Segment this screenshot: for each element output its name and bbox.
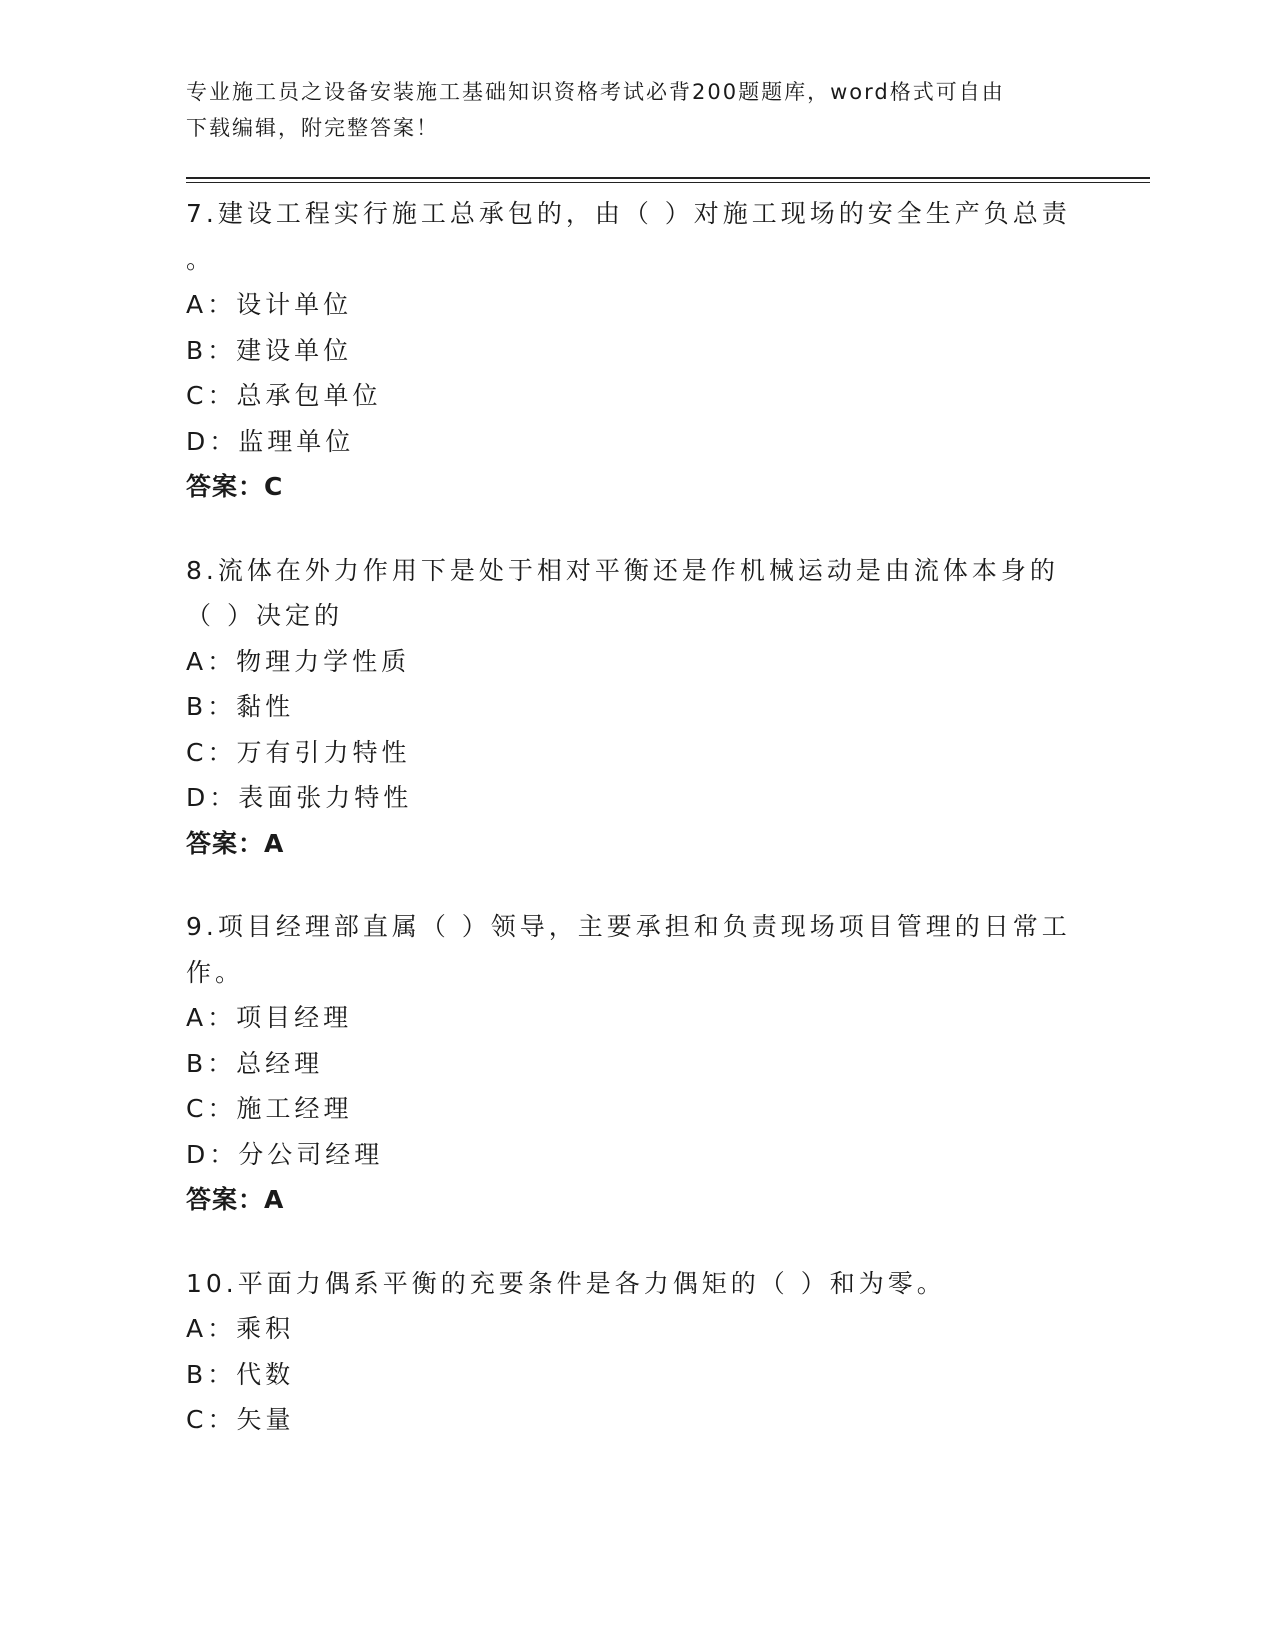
question-stem: 9.项目经理部直属（ ）领导，主要承担和负责现场项目管理的日常工 (186, 912, 1071, 941)
question-stem: 7.建设工程实行施工总承包的，由（ ）对施工现场的安全生产负总责 (186, 199, 1071, 228)
question-10 (186, 1261, 1086, 1443)
option-a: A：设计单位 (186, 290, 353, 319)
question-stem: 8.流体在外力作用下是处于相对平衡还是作机械运动是由流体本身的 (186, 555, 1059, 585)
header-divider-thin (186, 182, 1150, 183)
header-line-2: 下载编辑，附完整答案！ (186, 116, 439, 140)
option-b: B：建设单位 (186, 335, 353, 365)
header-line-1: 专业施工员之设备安装施工基础知识资格考试必背200题题库，word格式可自由 (186, 80, 1005, 104)
option-c: C：总承包单位 (186, 381, 382, 410)
option-d: D：分公司经理 (186, 1139, 384, 1169)
option-a: A：物理力学性质 (186, 646, 411, 676)
option-c: C：矢量 (186, 1405, 295, 1434)
document-header (186, 74, 1086, 146)
header-divider-thick (186, 177, 1150, 179)
question-stem-continued: （ ）决定的 (186, 601, 343, 630)
option-b: B：总经理 (186, 1048, 324, 1078)
option-a: A：项目经理 (186, 1003, 353, 1032)
question-stem-continued: 。 (186, 244, 216, 274)
answer-line: 答案：A (186, 828, 285, 858)
option-c: C：万有引力特性 (186, 737, 411, 767)
option-c: C：施工经理 (186, 1094, 353, 1123)
question-7 (186, 191, 1086, 510)
question-list (186, 191, 1086, 1481)
question-stem-continued: 作。 (186, 957, 245, 987)
option-b: B：代数 (186, 1359, 295, 1389)
answer-line: 答案：A (186, 1185, 285, 1214)
answer-line: 答案：C (186, 472, 284, 501)
option-a: A：乘积 (186, 1314, 295, 1343)
question-8 (186, 548, 1086, 867)
option-d: D：表面张力特性 (186, 783, 413, 812)
question-stem: 10.平面力偶系平衡的充要条件是各力偶矩的（ ）和为零。 (186, 1268, 946, 1298)
option-b: B：黏性 (186, 692, 295, 721)
question-9 (186, 904, 1086, 1223)
option-d: D：监理单位 (186, 426, 355, 456)
